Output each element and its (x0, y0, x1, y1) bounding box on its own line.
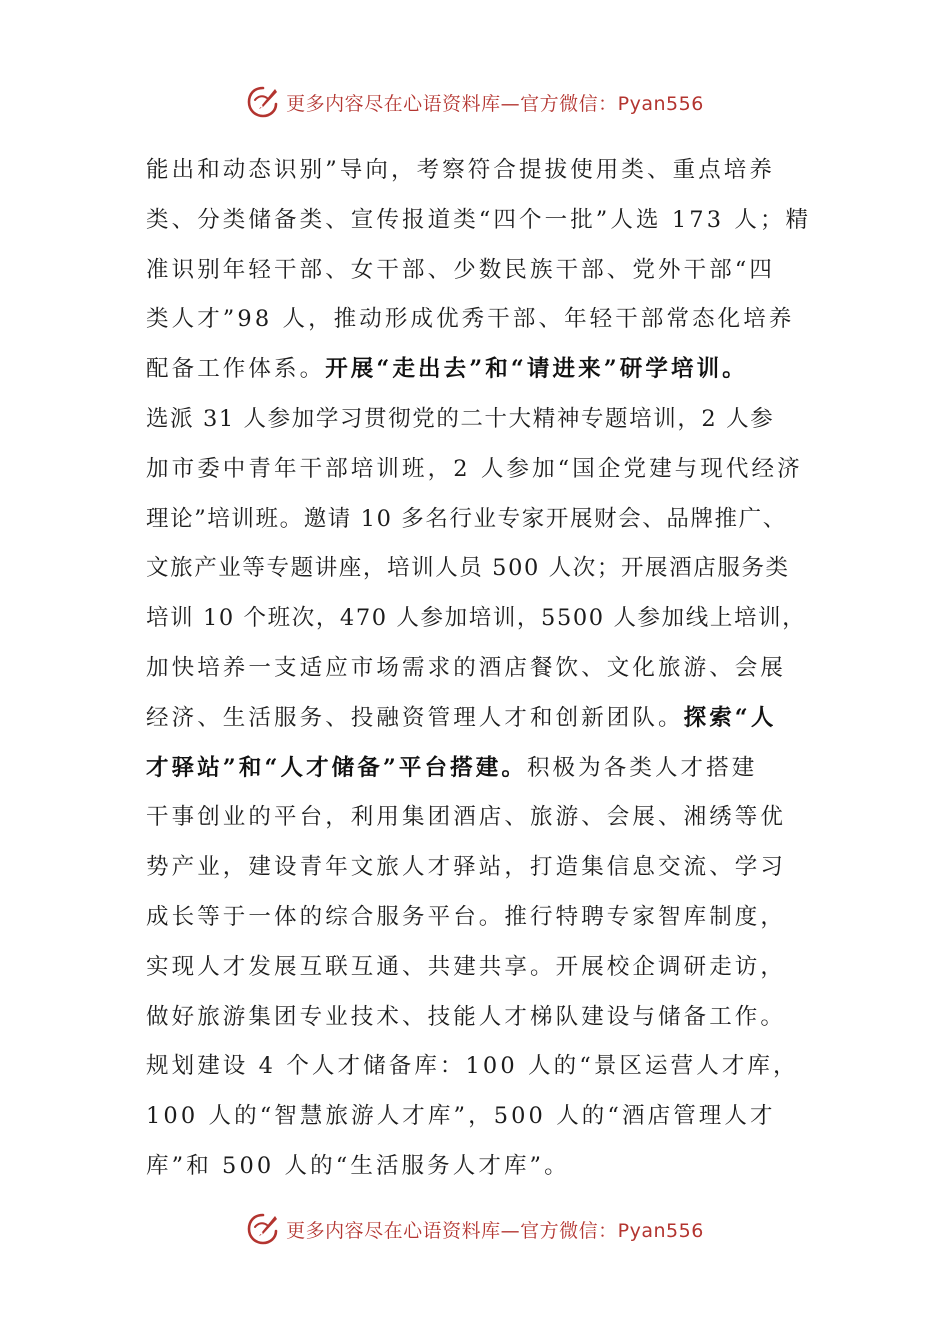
banner-text: 更多内容尽在心语资料库—官方微信：Pyan556 (286, 1219, 704, 1242)
text-line (146, 146, 814, 196)
body-text-run: 积极为各类人才搭建 (526, 754, 758, 781)
text-line (146, 644, 814, 694)
body-text-run: 类人才”98 人，推动形成优秀干部、年轻干部常态化培养 (146, 306, 795, 333)
text-line (146, 495, 814, 545)
text-line (146, 395, 814, 445)
body-text-run: 加快培养一支适应市场需求的酒店餐饮、文化旅游、会展 (146, 654, 787, 681)
text-line (146, 744, 814, 794)
body-text-run: 文旅产业等专题讲座，培训人员 500 人次；开展酒店服务类 (146, 555, 790, 582)
body-text-run: 准识别年轻干部、女干部、少数民族干部、党外干部“四 (146, 256, 776, 283)
text-line (146, 843, 814, 893)
text-line (146, 246, 814, 296)
body-text-run: 规划建设 4 个人才储备库：100 人的“景区运营人才库， (146, 1053, 799, 1080)
body-text-run: 势产业，建设青年文旅人才驿站，打造集信息交流、学习 (146, 854, 787, 881)
text-line (146, 1142, 814, 1192)
header-banner (0, 82, 950, 122)
text-line (146, 295, 814, 345)
body-text-run: 100 人的“智慧旅游人才库”，500 人的“酒店管理人才 (146, 1103, 776, 1130)
bold-heading-text: 开展“走出去”和“请进来”研学培训。 (325, 356, 748, 383)
text-line (146, 694, 814, 744)
text-line (146, 943, 814, 993)
body-text-run: 加市委中青年干部培训班，2 人参加“国企党建与现代经济 (146, 455, 803, 482)
body-text-run: 能出和动态识别”导向，考察符合提拔使用类、重点培养 (146, 157, 776, 183)
pen-nib-swirl-icon (246, 85, 280, 119)
body-text-run: 做好旅游集团专业技术、技能人才梯队建设与储备工作。 (146, 1003, 787, 1030)
text-line (146, 893, 814, 943)
footer-banner (0, 1209, 950, 1249)
body-text-run: 成长等于一体的综合服务平台。推行特聘专家智库制度， (146, 903, 787, 930)
body-text-run: 选派 31 人参加学习贯彻党的二十大精神专题培训，2 人参 (146, 405, 775, 432)
body-text-run: 理论”培训班。邀请 10 多名行业专家开展财会、品牌推广、 (146, 505, 787, 532)
text-line (146, 1092, 814, 1142)
banner-text: 更多内容尽在心语资料库—官方微信：Pyan556 (286, 92, 704, 115)
text-line (146, 445, 814, 495)
document-body (146, 146, 814, 1192)
text-line (146, 196, 814, 246)
body-text-run: 库”和 500 人的“生活服务人才库”。 (146, 1152, 570, 1179)
body-text-run: 干事创业的平台，利用集团酒店、旅游、会展、湘绣等优 (146, 804, 787, 831)
body-text-run: 培训 10 个班次，470 人参加培训，5500 人参加线上培训， (146, 605, 807, 632)
pen-nib-swirl-icon (246, 1212, 280, 1246)
text-line (146, 993, 814, 1043)
text-line (146, 793, 814, 843)
body-text-run: 经济、生活服务、投融资管理人才和创新团队。 (146, 704, 684, 731)
body-text-run: 实现人才发展互联互通、共建共享。开展校企调研走访， (146, 953, 787, 980)
text-line (146, 594, 814, 644)
body-text-run: 类、分类储备类、宣传报道类“四个一批”人选 173 人；精 (146, 206, 812, 233)
body-text-run: 配备工作体系。 (146, 356, 326, 383)
text-line (146, 544, 814, 594)
text-line (146, 345, 814, 395)
bold-heading-text: 才驿站”和“人才储备”平台搭建。 (146, 754, 527, 781)
bold-heading-text: 探索“人 (683, 704, 777, 731)
text-line (146, 1042, 814, 1092)
